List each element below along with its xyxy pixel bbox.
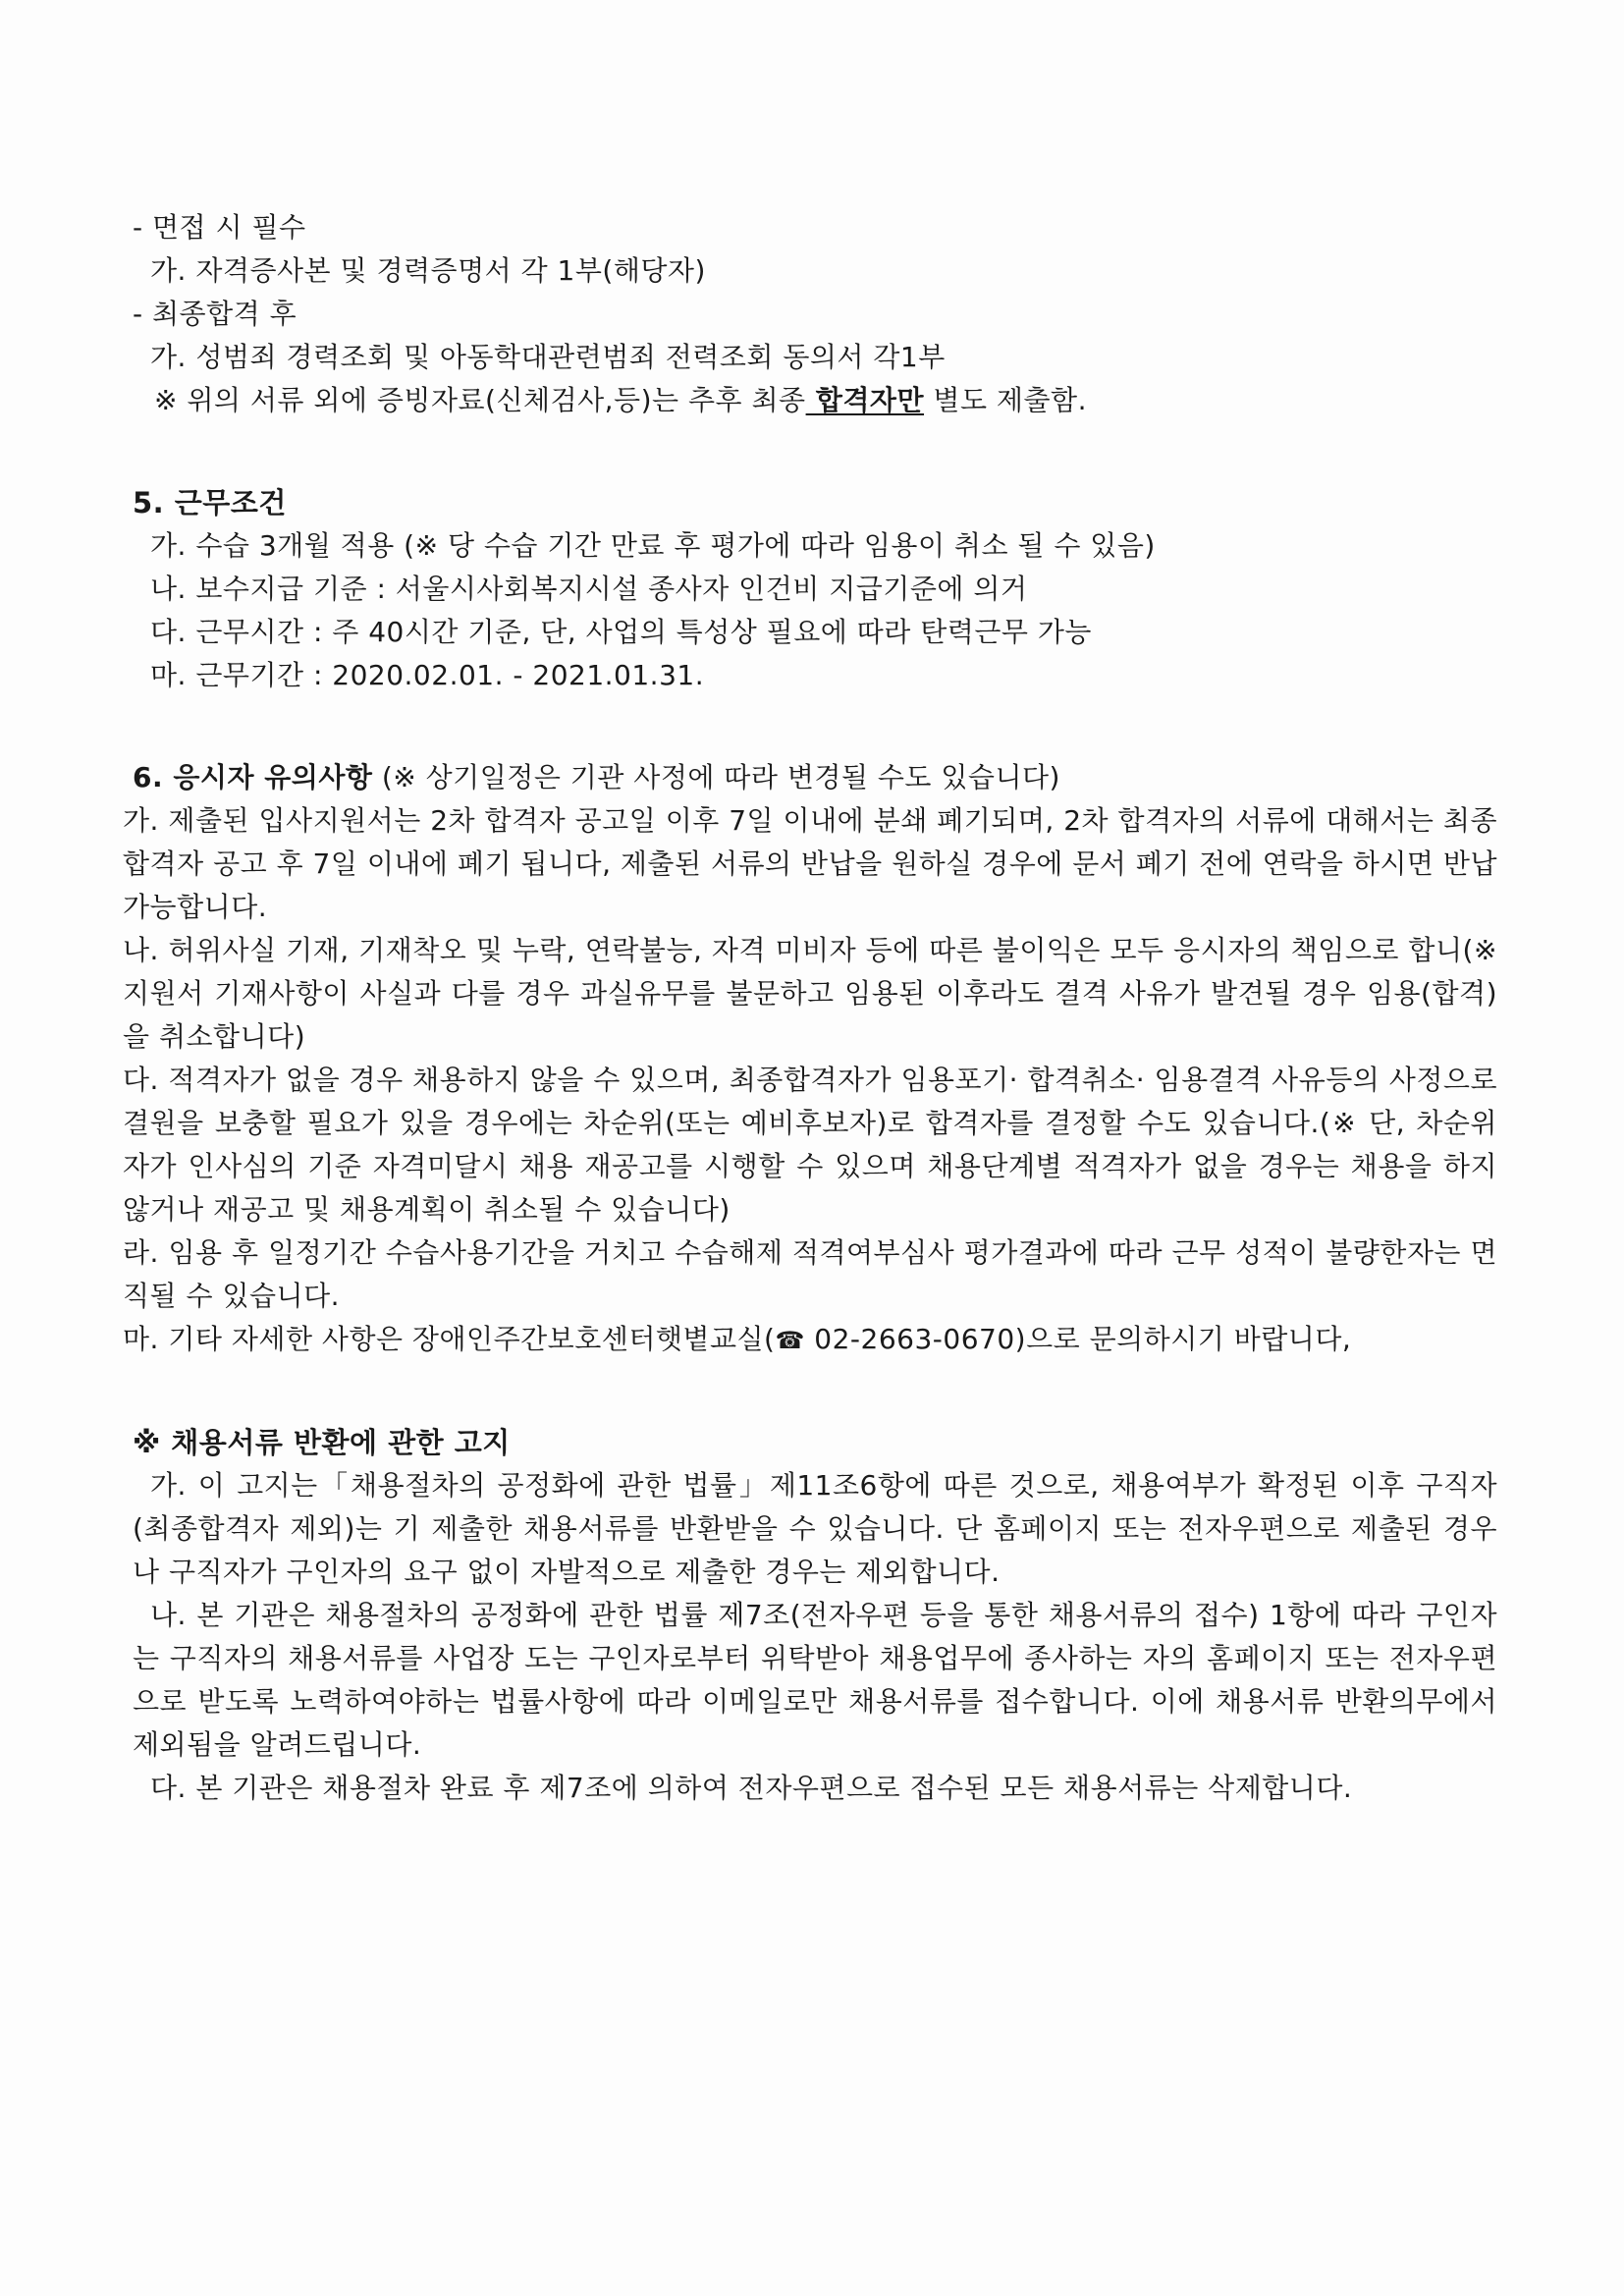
section5-item-d: 마. 근무기간 : 2020.02.01. - 2021.01.31. xyxy=(150,659,705,691)
section5-title: 5. 근무조건 xyxy=(133,486,287,519)
final-item-a: 가. 성범죄 경력조회 및 아동학대관련범죄 전력조회 동의서 각1부 xyxy=(150,341,946,373)
document-body xyxy=(123,206,1497,1810)
section6-item-e-suffix: 02-2663-0670)으로 문의하시기 바랍니다, xyxy=(804,1323,1352,1355)
section6-item-e-prefix: 마. 기타 자세한 사항은 장애인주간보호센터햇볕교실( xyxy=(123,1323,776,1355)
docs-note xyxy=(133,379,1497,422)
interview-item-a: 가. 자격증사본 및 경력증명서 각 1부(해당자) xyxy=(150,254,706,287)
section6-title: 6. 응시자 유의사항 xyxy=(133,761,373,793)
section6-item-d: 라. 임용 후 일정기간 수습사용기간을 거치고 수습해제 적격여부심사 평가결과에 따라 근무 성적이 불량한자는 면직될 수 있습니다. xyxy=(123,1236,1497,1312)
phone-icon: ☎ xyxy=(775,1327,805,1354)
docs-note-prefix: ※ 위의 서류 외에 증빙자료(신체검사,등)는 추후 최종 xyxy=(154,384,806,416)
section5-item-a: 가. 수습 3개월 적용 (※ 당 수습 기간 만료 후 평가에 따라 임용이 취소 될 수 있음) xyxy=(150,529,1156,562)
section6-item-b: 나. 허위사실 기재, 기재착오 및 누락, 연락불능, 자격 미비자 등에 따른 불이익은 모두 응시자의 책임으로 합니(※지원서 기재사항이 사실과 다를 경우 과실유무를 불문하고 임용된 이후라도 결격 사유가 발견될 경우 임용(합격)을 취소합니다) xyxy=(123,934,1497,1053)
spacer xyxy=(133,697,1497,756)
spacer xyxy=(133,422,1497,481)
notice-title: ※ 채용서류 반환에 관한 고지 xyxy=(133,1426,511,1459)
section5-item-b: 나. 보수지급 기준 : 서울시사회복지시설 종사자 인건비 지급기준에 의거 xyxy=(150,573,1028,605)
interview-label: - 면접 시 필수 xyxy=(133,211,306,244)
section6-item-a: 가. 제출된 입사지원서는 2차 합격자 공고일 이후 7일 이내에 분쇄 폐기되며, 2차 합격자의 서류에 대해서는 최종 합격자 공고 후 7일 이내에 폐기 됩니다, 제출된 서류의 반납을 원하실 경우에 문서 폐기 전에 연락을 하시면 반납 가능합니다. xyxy=(123,804,1497,923)
section6-title-note: (※ 상기일정은 기관 사정에 따라 변경될 수도 있습니다) xyxy=(372,761,1060,793)
notice-item-a: 가. 이 고지는「채용절차의 공정화에 관한 법률」제11조6항에 따른 것으로, 채용여부가 확정된 이후 구직자(최종합격자 제외)는 기 제출한 채용서류를 반환받을 수 있습니다. 단 홈페이지 또는 전자우편으로 제출된 경우나 구직자가 구인자의 요구 없이 자발적으로 제출한 경우는 제외합니다. xyxy=(133,1469,1497,1588)
docs-note-suffix: 별도 제출함. xyxy=(924,384,1087,416)
section6-item-c: 다. 적격자가 없을 경우 채용하지 않을 수 있으며, 최종합격자가 임용포기· 합격취소· 임용결격 사유등의 사정으로 결원을 보충할 필요가 있을 경우에는 차순위(또는 예비후보자)로 합격자를 결정할 수도 있습니다.(※ 단, 차순위자가 인사심의 기준 자격미달시 채용 재공고를 시행할 수 있으며 채용단계별 적격자가 없을 경우는 채용을 하지 않거나 재공고 및 채용계획이 취소될 수 있습니다) xyxy=(123,1064,1497,1226)
spacer xyxy=(133,1362,1497,1421)
notice-item-b: 나. 본 기관은 채용절차의 공정화에 관한 법률 제7조(전자우편 등을 통한 채용서류의 접수) 1항에 따라 구인자는 구직자의 채용서류를 사업장 도는 구인자로부터 위탁받아 채용업무에 종사하는 자의 홈페이지 또는 전자우편으로 받도록 노력하여야하는 법률사항에 따라 이메일로만 채용서류를 접수합니다. 이에 채용서류 반환의무에서 제외됨을 알려드립니다. xyxy=(133,1599,1497,1761)
section5-item-c: 다. 근무시간 : 주 40시간 기준, 단, 사업의 특성상 필요에 따라 탄력근무 가능 xyxy=(150,616,1092,648)
notice-item-c: 다. 본 기관은 채용절차 완료 후 제7조에 의하여 전자우편으로 접수된 모든 채용서류는 삭제합니다. xyxy=(150,1772,1353,1804)
final-label: - 최종합격 후 xyxy=(133,298,298,330)
docs-note-emphasis: 합격자만 xyxy=(805,384,925,416)
section6-item-e xyxy=(123,1318,1497,1362)
section6-heading xyxy=(133,756,1497,799)
